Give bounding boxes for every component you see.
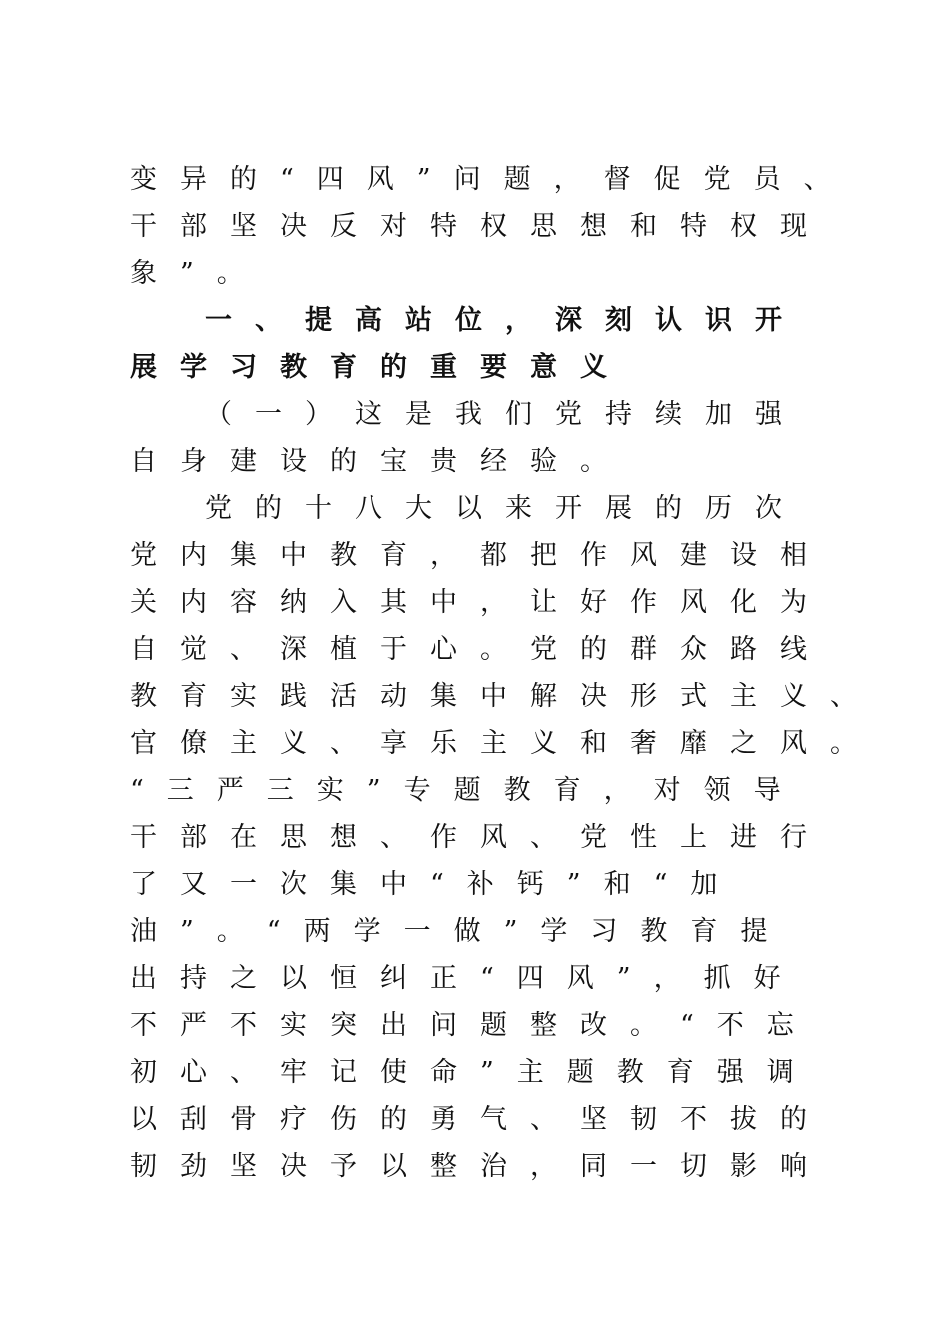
body-text-line: 了又一次集中“补钙”和“加 (130, 869, 741, 900)
section-heading-line: 一、提高站位，深刻认识开 (205, 305, 805, 336)
subheading-line: 自身建设的宝贵经验。 (130, 446, 630, 477)
body-text-line: 油”。“两学一做”学习教育提 (130, 916, 791, 947)
body-text-line: 初心、牢记使命”主题教育强调 (130, 1057, 817, 1088)
body-text-line: 干部坚决反对特权思想和特权现 (130, 211, 830, 242)
body-text-line: 关内容纳入其中，让好作风化为 (130, 587, 830, 618)
body-text-line: 自觉、深植于心。党的群众路线 (130, 634, 830, 665)
body-text-line: 干部在思想、作风、党性上进行 (130, 822, 830, 853)
body-text-line: “三严三实”专题教育，对领导 (130, 775, 804, 806)
body-text-line: 变异的“四风”问题，督促党员、 (130, 164, 854, 195)
body-text-line: 党内集中教育，都把作风建设相 (130, 540, 830, 571)
body-text-line: 不严不实突出问题整改。“不忘 (130, 1010, 817, 1041)
body-text-line: 韧劲坚决予以整治，同一切影响 (130, 1151, 830, 1182)
body-text-line: 党的十八大以来开展的历次 (205, 493, 805, 524)
subheading-line: （一）这是我们党持续加强 (205, 399, 805, 430)
body-text-line: 官僚主义、享乐主义和奢靡之风。 (130, 728, 880, 759)
body-text-line: 以刮骨疗伤的勇气、坚韧不拔的 (130, 1104, 830, 1135)
body-text-line: 出持之以恒纠正“四风”，抓好 (130, 963, 804, 994)
body-text-line: 象”。 (130, 258, 267, 289)
section-heading-line: 展学习教育的重要意义 (130, 352, 630, 383)
body-text-line: 教育实践活动集中解决形式主义、 (130, 681, 880, 712)
